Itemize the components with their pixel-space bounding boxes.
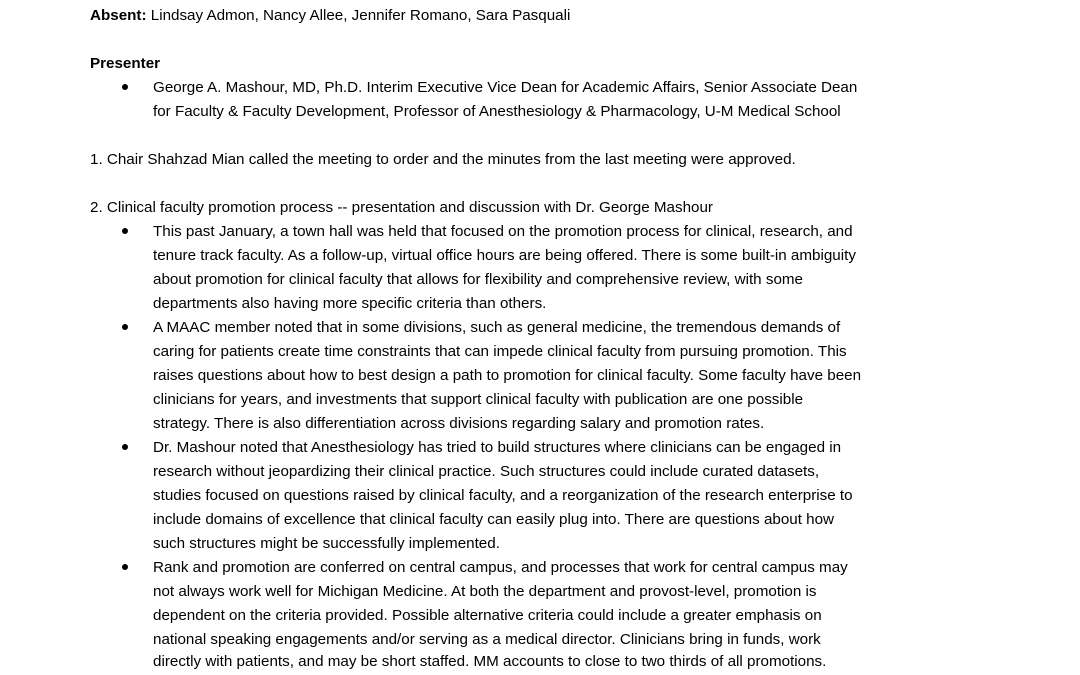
- item-1: 1. Chair Shahzad Mian called the meeting to order and the minutes from the last meeting were approved.: [90, 151, 796, 168]
- bullet-1-line-2: tenure track faculty. As a follow-up, virtual office hours are being offered. There is some built-in ambiguity: [153, 247, 856, 264]
- bullet-2-line-2: caring for patients create time constraints that can impede clinical faculty from pursuing promotion. This: [153, 343, 847, 360]
- absent-line: [90, 4, 570, 28]
- bullet-dot: [122, 228, 128, 234]
- bullet-1-line-4: departments also having more specific criteria than others.: [153, 295, 547, 312]
- absent-names: Lindsay Admon, Nancy Allee, Jennifer Romano, Sara Pasquali: [146, 7, 571, 24]
- bullet-dot: [122, 324, 128, 330]
- bullet-4-line-2: not always work well for Michigan Medicine. At both the department and provost-level, promotion is: [153, 583, 817, 600]
- bullet-dot: [122, 564, 128, 570]
- bullet-4-line-4: national speaking engagements and/or serving as a medical director. Clinicians bring in funds, work: [153, 631, 821, 648]
- bullet-2-line-1: A MAAC member noted that in some divisions, such as general medicine, the tremendous demands of: [153, 319, 841, 336]
- absent-label: Absent:: [90, 7, 147, 24]
- bullet-1-line-1: This past January, a town hall was held that focused on the promotion process for clinical, research, and: [153, 223, 853, 240]
- bullet-dot: [122, 84, 128, 90]
- bullet-3-line-5: such structures might be successfully implemented.: [153, 535, 500, 552]
- bullet-4-line-5: directly with patients, and may be short staffed. MM accounts to close to two thirds of all promotions.: [153, 653, 827, 670]
- bullet-1-line-3: about promotion for clinical faculty that allows for flexibility and comprehensive review, with some: [153, 271, 803, 288]
- presenter-line-2: for Faculty & Faculty Development, Professor of Anesthesiology & Pharmacology, U-M Medical School: [153, 103, 841, 120]
- bullet-2-line-4: clinicians for years, and investments that support clinical faculty with publication are one possible: [153, 391, 804, 408]
- bullet-2-line-3: raises questions about how to best design a path to promotion for clinical faculty. Some faculty have been: [153, 367, 862, 384]
- presenter-heading: Presenter: [90, 55, 161, 72]
- bullet-3-line-1: Dr. Mashour noted that Anesthesiology has tried to build structures where clinicians can be engaged in: [153, 439, 842, 456]
- item-2-heading: 2. Clinical faculty promotion process -- presentation and discussion with Dr. George Mashour: [90, 199, 713, 216]
- meeting-minutes-page: [90, 0, 1020, 675]
- bullet-4-line-1: Rank and promotion are conferred on central campus, and processes that work for central campus may: [153, 559, 848, 576]
- bullet-3-line-3: studies focused on questions raised by clinical faculty, and a reorganization of the research enterprise to: [153, 487, 853, 504]
- presenter-line-1: George A. Mashour, MD, Ph.D. Interim Executive Vice Dean for Academic Affairs, Senior Associate Dean: [153, 79, 858, 96]
- bullet-3-line-4: include domains of excellence that clinical faculty can easily plug into. There are questions about how: [153, 511, 835, 528]
- bullet-2-line-5: strategy. There is also differentiation across divisions regarding salary and promotion rates.: [153, 415, 765, 432]
- bullet-4-line-3: dependent on the criteria provided. Possible alternative criteria could include a greater emphasis on: [153, 607, 822, 624]
- bullet-dot: [122, 444, 128, 450]
- bullet-3-line-2: research without jeopardizing their clinical practice. Such structures could include curated datasets,: [153, 463, 820, 480]
